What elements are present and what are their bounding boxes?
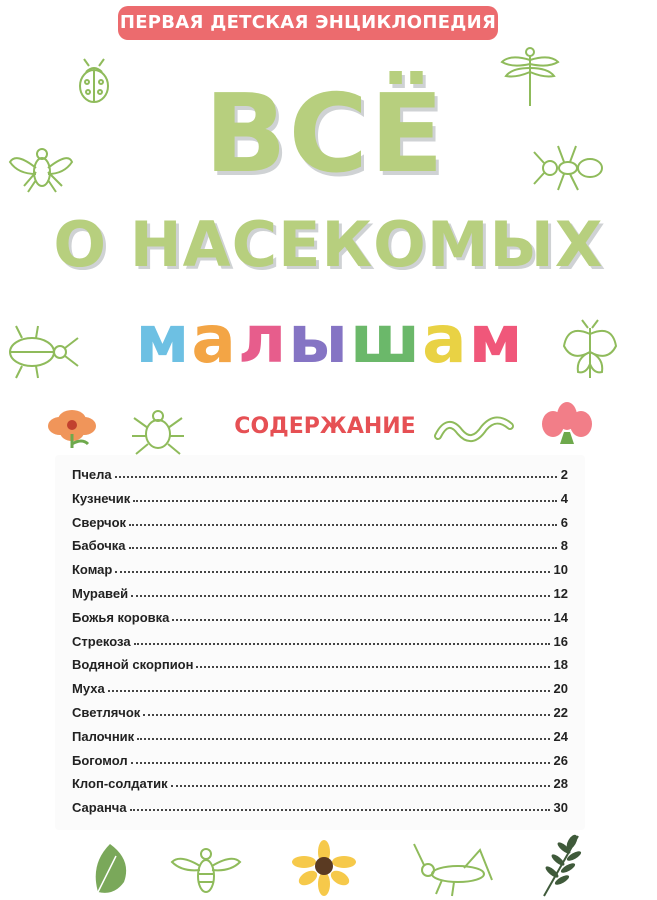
toc-item-name: Палочник: [72, 728, 135, 744]
toc-leader-dots: [133, 500, 557, 502]
toc-item-page: 20: [553, 681, 568, 697]
toc-leader-dots: [130, 809, 550, 811]
toc-item-name: Стрекоза: [72, 633, 131, 649]
dragonfly-icon: [500, 44, 560, 108]
toc-item-page: 28: [553, 776, 568, 792]
fly-icon: [6, 142, 76, 198]
leaf-icon: [88, 838, 134, 896]
toc-item-name: Муравей: [72, 586, 129, 601]
toc-row: [72, 579, 568, 601]
toc-item-page: 24: [553, 728, 568, 744]
toc-item-page: 4: [560, 490, 568, 506]
ant-icon: [530, 140, 610, 196]
toc-row: [72, 769, 568, 791]
toc-row: [72, 555, 568, 577]
toc-leader-dots: [171, 785, 550, 787]
toc-row: [72, 531, 568, 553]
orange-flower-icon: [42, 400, 106, 450]
toc-item-name: Муха: [72, 681, 105, 697]
toc-item-page: 16: [553, 633, 568, 649]
toc-item-name: Сверчок: [72, 514, 127, 530]
title-letter: а: [191, 301, 238, 378]
grasshopper-icon: [408, 840, 498, 898]
toc-item-page: 6: [560, 514, 568, 530]
toc-leader-dots: [115, 571, 549, 573]
toc-leader-dots: [131, 595, 549, 597]
toc-item-name: Пчела: [72, 467, 112, 482]
title-letter: ы: [288, 301, 350, 378]
title-letter: а: [422, 301, 469, 378]
toc-row: [72, 746, 568, 768]
toc-leader-dots: [143, 714, 549, 716]
toc-item-name: Водяной скорпион: [72, 657, 194, 673]
toc-heading: СОДЕРЖАНИЕ: [234, 414, 416, 439]
ladybug-icon: [72, 56, 116, 106]
toc-leader-dots: [115, 476, 557, 478]
toc-item-page: 10: [553, 562, 568, 578]
title-line-1: ВСЁ: [204, 72, 446, 197]
toc-item-page: 22: [553, 705, 568, 720]
toc-item-name: Кузнечик: [72, 490, 131, 506]
fern-icon: [536, 832, 586, 898]
toc-item-name: Клоп-солдатик: [72, 776, 168, 792]
toc-row: [72, 460, 568, 482]
toc-row: [72, 722, 568, 744]
toc-row: [72, 603, 568, 625]
toc-row: [72, 698, 568, 720]
toc-item-page: 8: [560, 538, 568, 554]
toc-row: [72, 650, 568, 672]
toc-item-name: Светлячок: [72, 705, 141, 720]
toc-item-page: 18: [553, 657, 568, 673]
toc-item-page: 30: [553, 800, 568, 816]
toc-item-name: Богомол: [72, 752, 128, 768]
toc-item-name: Комар: [72, 562, 113, 578]
title-line-3: [110, 300, 550, 380]
title-letter: л: [237, 301, 289, 378]
toc-row: [72, 508, 568, 530]
toc-row: [72, 674, 568, 696]
toc-row: [72, 793, 568, 815]
toc-item-page: 14: [553, 609, 568, 625]
toc-item-page: 2: [560, 467, 568, 482]
pink-flower-icon: [538, 398, 596, 452]
toc-leader-dots: [134, 643, 550, 645]
toc-item-name: Бабочка: [72, 538, 126, 554]
series-label: ПЕРВАЯ ДЕТСКАЯ ЭНЦИКЛОПЕДИЯ: [118, 6, 498, 40]
toc-leader-dots: [196, 666, 549, 668]
toc-leader-dots: [172, 619, 549, 621]
toc-row: [72, 484, 568, 506]
toc-leader-dots: [129, 524, 557, 526]
moth-icon: [560, 318, 620, 382]
title-letter: м: [135, 301, 192, 378]
toc-leader-dots: [137, 738, 549, 740]
toc-item-page: 12: [553, 586, 568, 601]
toc-leader-dots: [108, 690, 550, 692]
title-line-2: О НАСЕКОМЫХ: [53, 208, 604, 281]
bee-icon: [168, 842, 244, 898]
title-letter: м: [468, 301, 525, 378]
tick-icon: [128, 402, 188, 458]
beetle-icon: [0, 322, 80, 382]
toc-item-page: 26: [553, 752, 568, 768]
sunflower-icon: [290, 840, 358, 898]
toc-leader-dots: [129, 547, 557, 549]
title-letter: ш: [349, 301, 423, 378]
toc-row: [72, 627, 568, 649]
toc-item-name: Саранча: [72, 800, 127, 816]
toc-leader-dots: [131, 762, 550, 764]
toc-item-name: Божья коровка: [72, 609, 170, 625]
